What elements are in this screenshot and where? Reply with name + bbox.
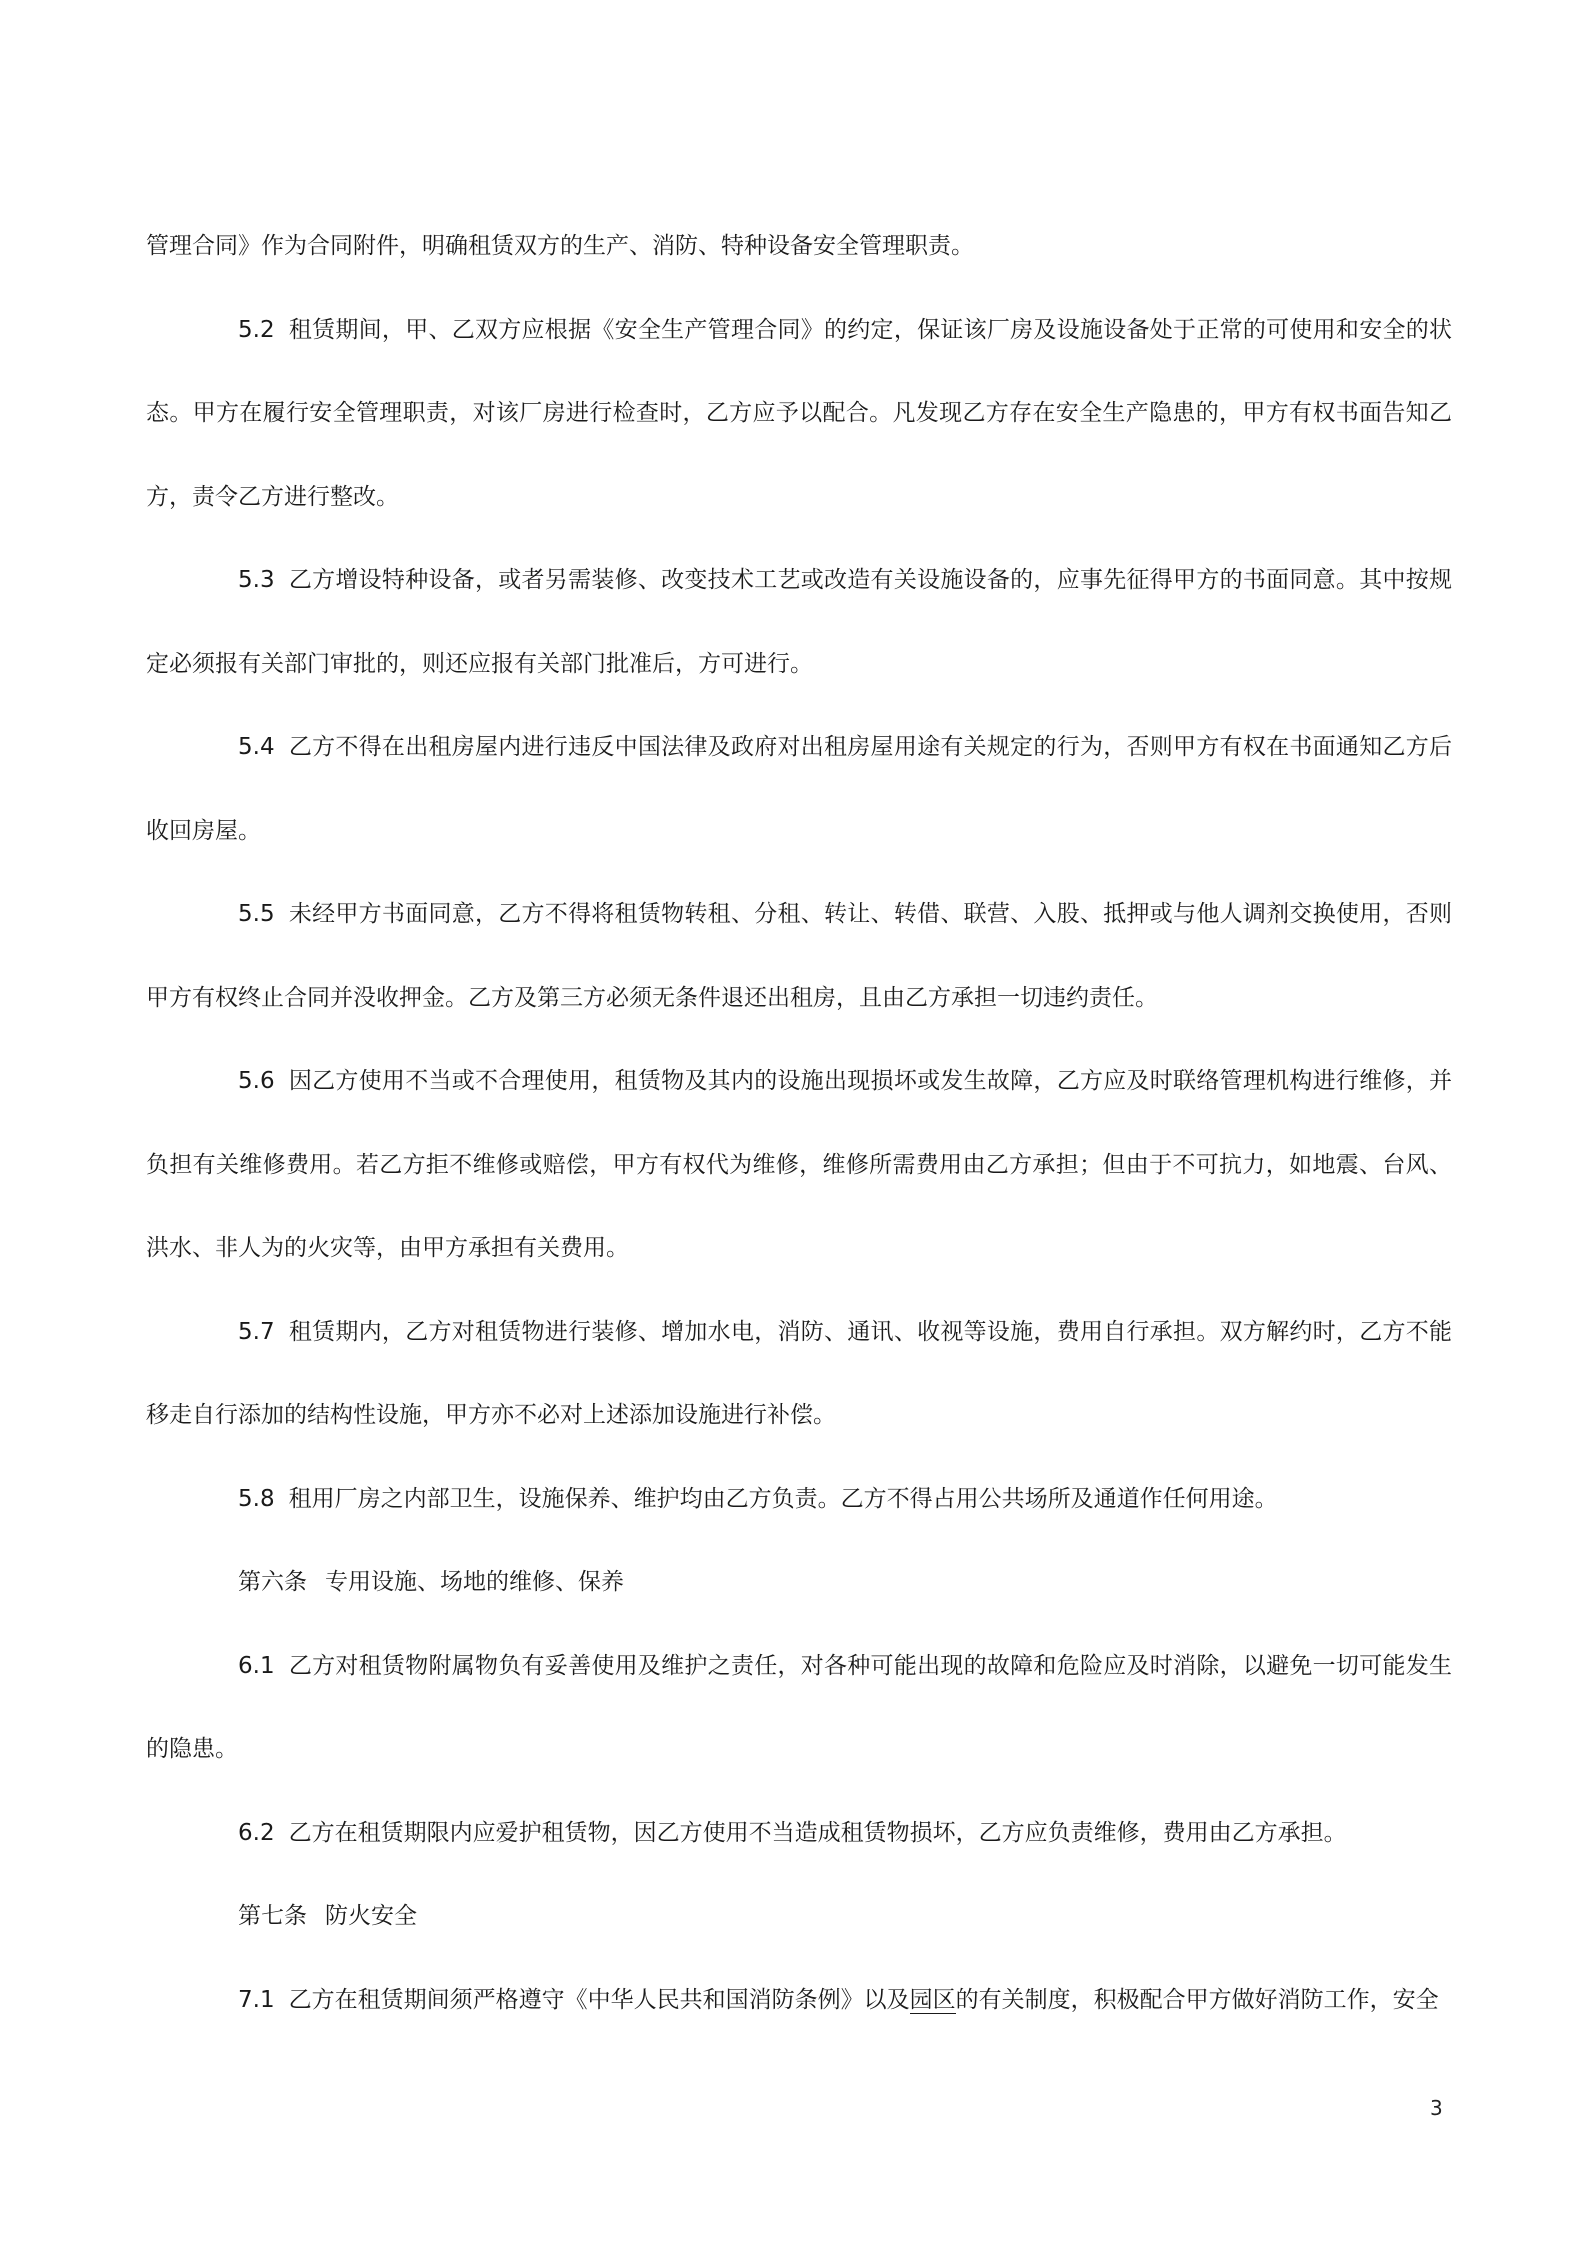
article-title: 专用设施、场地的维修、保养 bbox=[325, 1569, 624, 1595]
clause-number: 5.3 bbox=[238, 567, 275, 593]
clause-6-2 bbox=[146, 1792, 1452, 1876]
clause-text: 乙方不得在出租房屋内进行违反中国法律及政府对出租房屋用途有关规定的行为，否则甲方有权在书面通知乙方后收回房屋。 bbox=[146, 734, 1452, 844]
article-7-heading bbox=[146, 1875, 1452, 1959]
clause-5-6 bbox=[146, 1040, 1452, 1291]
clause-number: 5.7 bbox=[238, 1318, 275, 1345]
clause-number: 6.2 bbox=[238, 1819, 275, 1846]
clause-5-3 bbox=[146, 539, 1452, 706]
clause-text: 租赁期内，乙方对租赁物进行装修、增加水电，消防、通讯、收视等设施，费用自行承担。双方解约时，乙方不能移走自行添加的结构性设施，甲方亦不必对上述添加设施进行补偿。 bbox=[146, 1318, 1452, 1428]
clause-number: 5.4 bbox=[238, 734, 275, 760]
article-number: 第六条 bbox=[238, 1569, 307, 1595]
clause-text: 租用厂房之内部卫生，设施保养、维护均由乙方负责。乙方不得占用公共场所及通道作任何用途。 bbox=[288, 1485, 1278, 1512]
clause-text: 乙方增设特种设备，或者另需装修、改变技术工艺或改造有关设施设备的，应事先征得甲方的书面同意。其中按规定必须报有关部门审批的，则还应报有关部门批准后，方可进行。 bbox=[146, 567, 1452, 677]
page-number: 3 bbox=[1430, 2096, 1443, 2120]
clause-number: 7.1 bbox=[238, 1986, 275, 2013]
clause-text-after: 的有关制度，积极配合甲方做好消防工作，安全 bbox=[955, 1986, 1439, 2013]
clause-5-4 bbox=[146, 706, 1452, 873]
document-body bbox=[146, 205, 1452, 2042]
clause-number: 6.1 bbox=[238, 1652, 275, 1679]
clause-5-2 bbox=[146, 289, 1452, 540]
clause-number: 5.2 bbox=[238, 316, 275, 343]
article-6-heading bbox=[146, 1541, 1452, 1625]
clause-text: 租赁期间，甲、乙双方应根据《安全生产管理合同》的约定，保证该厂房及设施设备处于正常的可使用和安全的状态。甲方在履行安全管理职责，对该厂房进行检查时，乙方应予以配合。凡发现乙方存在安全生产隐患的，甲方有权书面告知乙方，责令乙方进行整改。 bbox=[146, 316, 1452, 510]
article-number: 第七条 bbox=[238, 1903, 307, 1929]
clause-text: 乙方对租赁物附属物负有妥善使用及维护之责任，对各种可能出现的故障和危险应及时消除，以避免一切可能发生的隐患。 bbox=[146, 1652, 1452, 1762]
clause-5-7 bbox=[146, 1291, 1452, 1458]
clause-7-1 bbox=[146, 1959, 1452, 2043]
clause-5-5 bbox=[146, 873, 1452, 1040]
clause-6-1 bbox=[146, 1625, 1452, 1792]
clause-number: 5.5 bbox=[238, 901, 275, 927]
paragraph-continuation bbox=[146, 205, 1452, 289]
clause-text-before: 乙方在租赁期间须严格遵守《中华人民共和国消防条例》以及 bbox=[288, 1986, 910, 2013]
clause-text: 乙方在租赁期限内应爱护租赁物，因乙方使用不当造成租赁物损坏，乙方应负责维修，费用由乙方承担。 bbox=[288, 1819, 1347, 1846]
clause-text: 因乙方使用不当或不合理使用，租赁物及其内的设施出现损坏或发生故障，乙方应及时联络管理机构进行维修，并负担有关维修费用。若乙方拒不维修或赔偿，甲方有权代为维修，维修所需费用由乙方承担；但由于不可抗力，如地震、台风、洪水、非人为的火灾等，由甲方承担有关费用。 bbox=[146, 1068, 1452, 1261]
clause-text: 未经甲方书面同意，乙方不得将租赁物转租、分租、转让、转借、联营、入股、抵押或与他人调剂交换使用，否则甲方有权终止合同并没收押金。乙方及第三方必须无条件退还出租房，且由乙方承担一切违约责任。 bbox=[146, 901, 1452, 1011]
clause-5-8 bbox=[146, 1458, 1452, 1542]
paragraph-text: 管理合同》作为合同附件，明确租赁双方的生产、消防、特种设备安全管理职责。 bbox=[146, 233, 974, 259]
underlined-term: 园区 bbox=[909, 1986, 956, 2013]
clause-number: 5.6 bbox=[238, 1068, 275, 1094]
article-title: 防火安全 bbox=[325, 1903, 417, 1929]
clause-number: 5.8 bbox=[238, 1485, 275, 1512]
